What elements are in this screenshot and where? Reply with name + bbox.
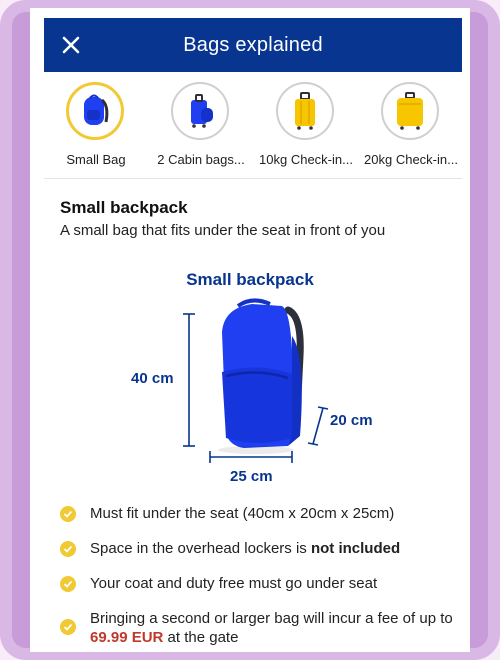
cabin-bags-icon [181, 92, 219, 130]
feature-item [60, 574, 460, 593]
feature-list [60, 504, 460, 652]
feature-item [60, 539, 460, 558]
tab-label: 20kg Check-in... [364, 152, 458, 167]
suitcase-icon [290, 91, 320, 131]
feature-item [60, 504, 460, 523]
tab-label: Small Bag [66, 152, 126, 167]
illustration-title: Small backpack [186, 270, 314, 289]
10kg-suitcase-thumbnail [276, 82, 334, 140]
large-suitcase-icon [393, 91, 427, 131]
feature-text: Your coat and duty free must go under seat [90, 575, 378, 592]
backpack-illustration [30, 296, 470, 496]
feature-emphasis: not included [310, 540, 401, 557]
section-subtitle: A small bag that fits under the seat in front of you [60, 222, 386, 239]
bag-tabs [44, 74, 462, 179]
tab-2-cabin-bags[interactable] [149, 74, 253, 178]
page-title: Bags explained [183, 34, 323, 56]
feature-text: Bringing a second or larger bag will incur a fee of up to [90, 610, 453, 627]
top-bar [44, 18, 462, 72]
check-icon [60, 619, 76, 635]
check-icon [60, 506, 76, 522]
tab-label: 2 Cabin bags... [157, 152, 245, 167]
check-icon [60, 541, 76, 557]
20kg-suitcase-thumbnail [381, 82, 439, 140]
cabin-bags-thumbnail [171, 82, 229, 140]
backpack-dimension-diagram [30, 296, 470, 496]
tab-small-bag[interactable] [44, 74, 148, 178]
section-title: Small backpack [60, 198, 188, 217]
width-label: 25 cm [230, 468, 273, 485]
screen [30, 8, 470, 652]
check-icon [60, 576, 76, 592]
feature-text: at the gate [163, 629, 239, 646]
height-label: 40 cm [131, 370, 174, 387]
feature-item [60, 609, 460, 647]
backpack-icon [78, 92, 112, 130]
tab-label: 10kg Check-in... [259, 152, 353, 167]
feature-text: Space in the overhead lockers is [90, 540, 311, 557]
fee-amount: 69.99 EUR [90, 629, 164, 646]
feature-text: Must fit under the seat (40cm x 20cm x 25cm) [90, 505, 395, 522]
tab-10kg-check-in[interactable] [254, 74, 358, 178]
small-bag-thumbnail [66, 82, 124, 140]
tab-20kg-check-in[interactable] [359, 74, 463, 178]
depth-label: 20 cm [330, 412, 373, 429]
